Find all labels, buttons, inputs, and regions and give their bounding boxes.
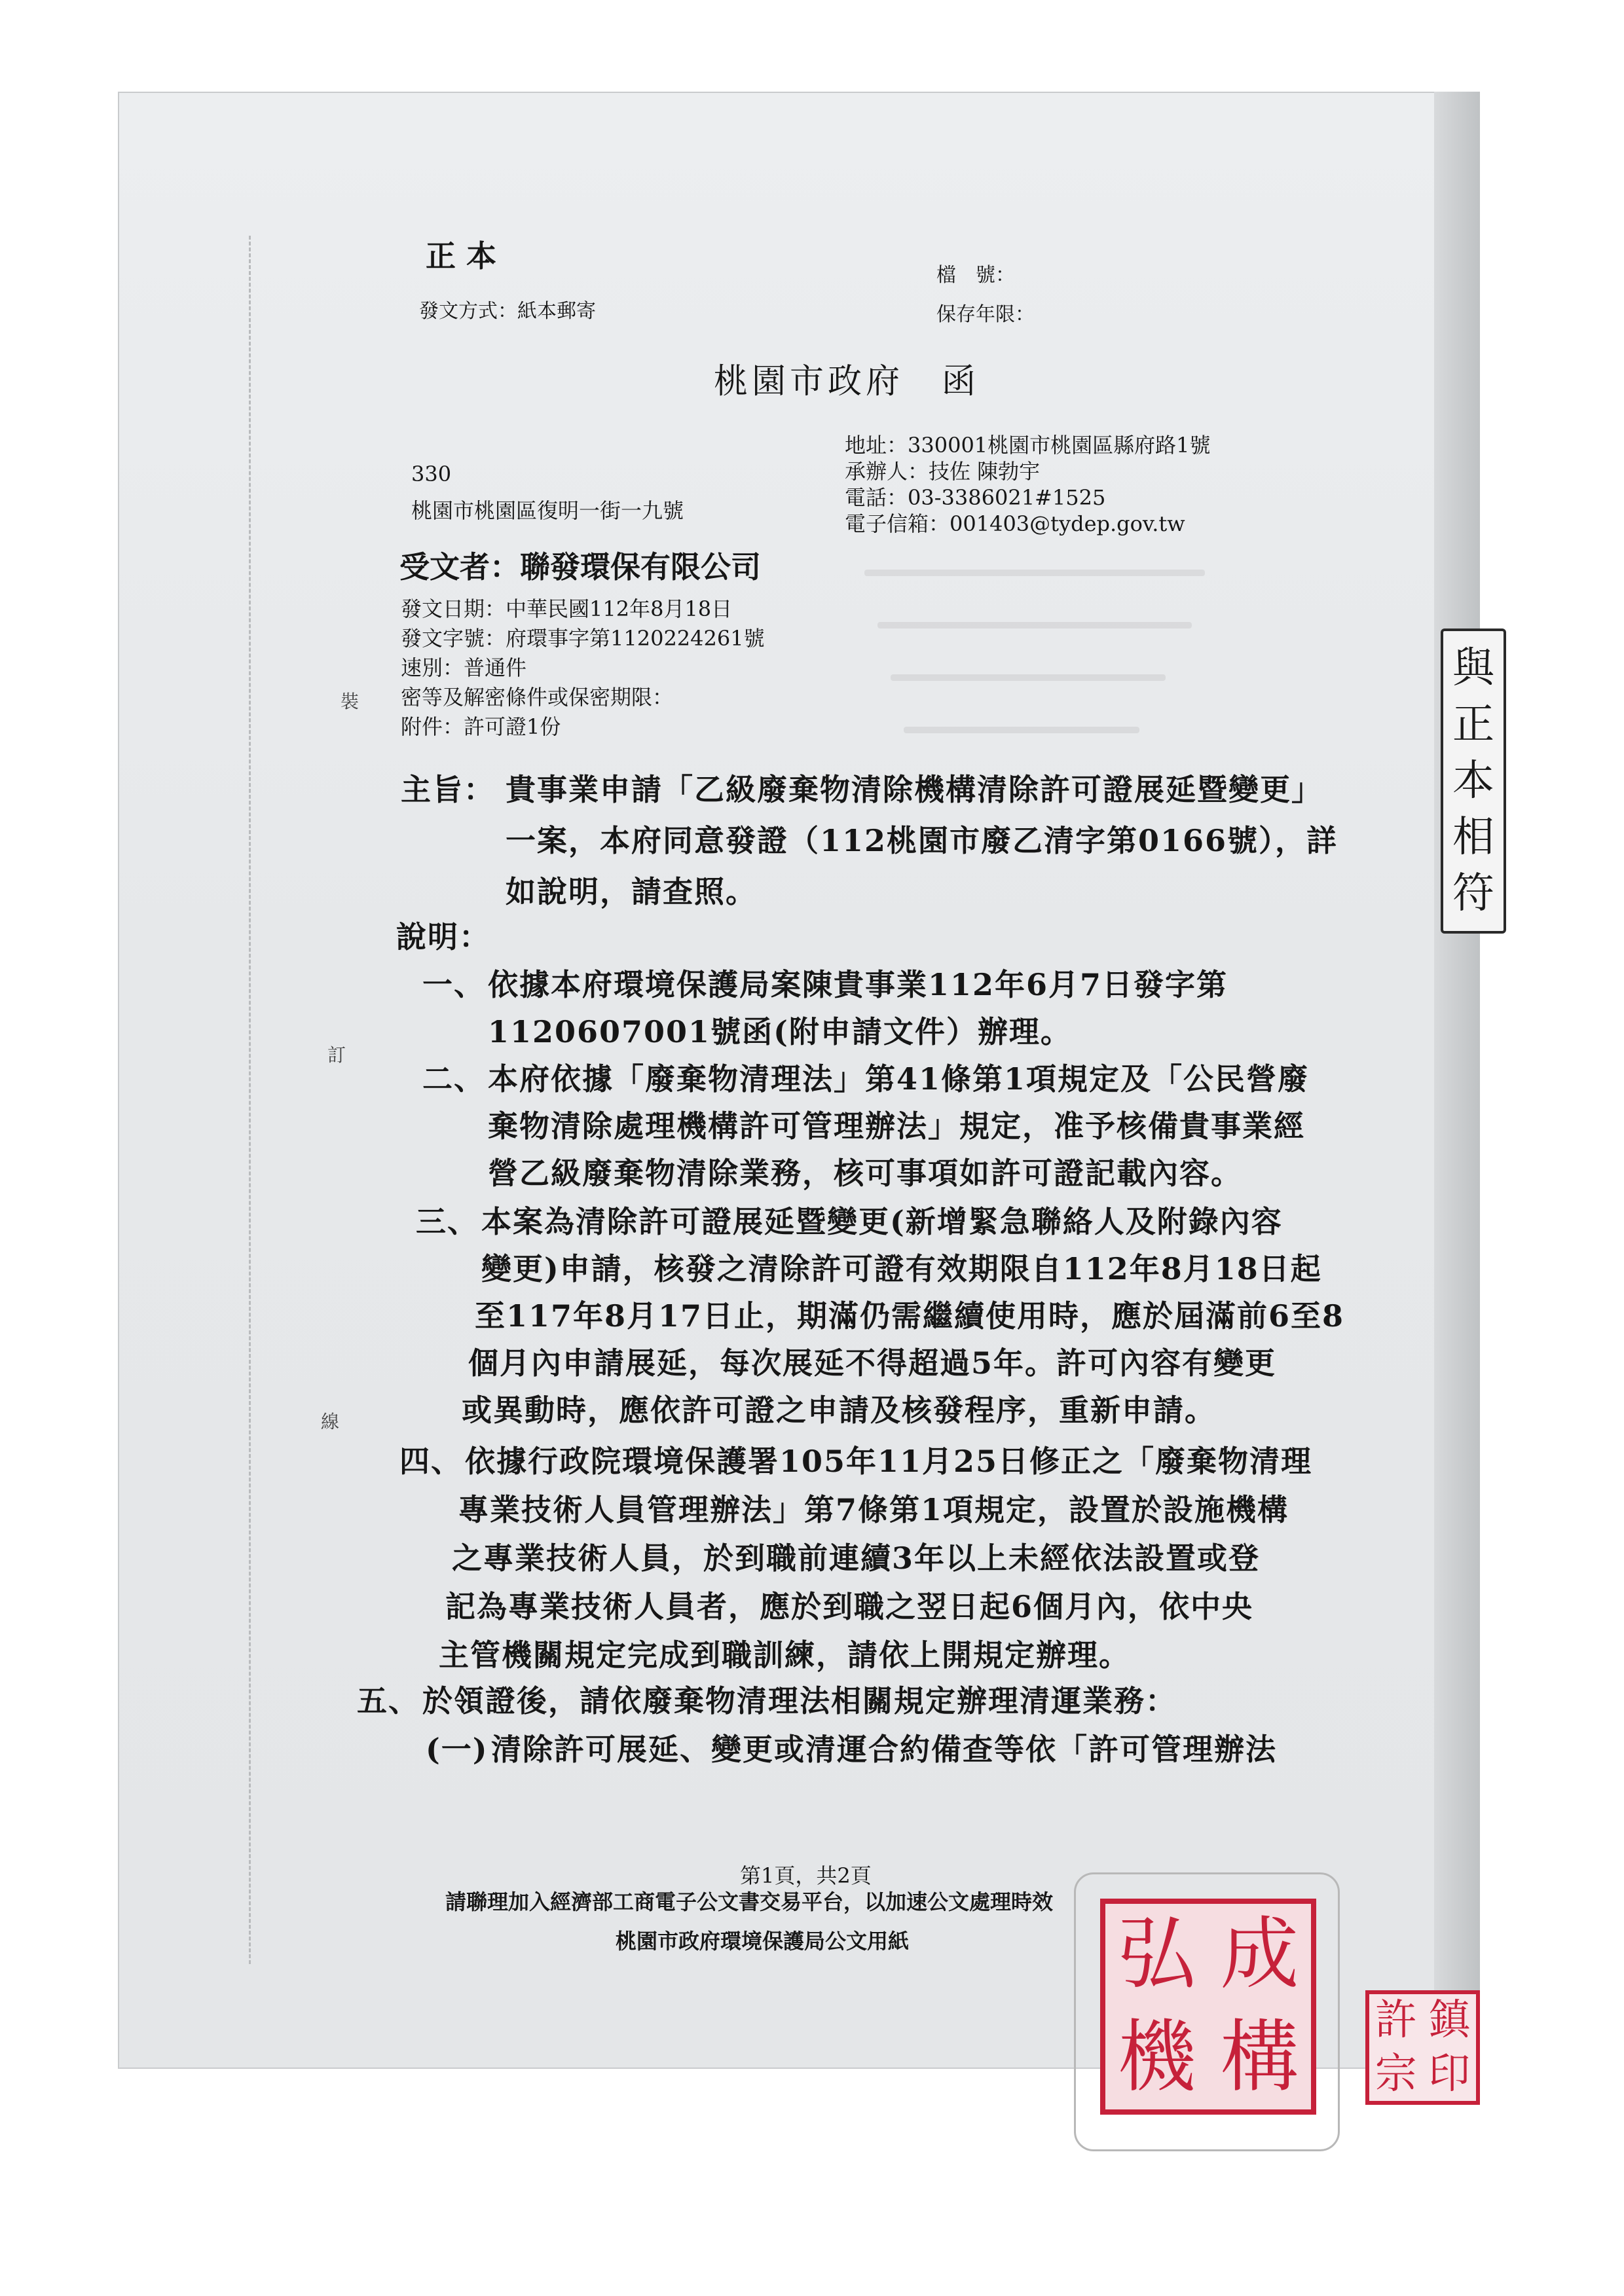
stamp-char: 符 bbox=[1452, 869, 1494, 918]
copy-type: 正 本 bbox=[426, 238, 497, 274]
item-line: 主管機關規定完成到職訓練，請依上開規定辦理。 bbox=[439, 1637, 1130, 1673]
seal-char: 構 bbox=[1220, 2012, 1299, 2103]
retention-label: 保存年限： bbox=[936, 303, 1035, 326]
item-line: 之專業技術人員，於到職前連續3年以上未經依法設置或登 bbox=[452, 1540, 1261, 1576]
bleed-through bbox=[904, 727, 1139, 733]
item-line: 於領證後，請依廢棄物清理法相關規定辦理清運業務： bbox=[422, 1683, 1177, 1719]
recipient: 受文者：聯發環保有限公司 bbox=[399, 549, 761, 585]
document-title: 桃園市政府 函 bbox=[714, 362, 980, 401]
bleed-through bbox=[891, 674, 1166, 681]
item-line: 或異動時，應依許可證之申請及核發程序，重新申請。 bbox=[462, 1393, 1216, 1428]
item-line: 營乙級廢棄物清除業務，核可事項如許可證記載內容。 bbox=[488, 1156, 1242, 1191]
sender-phone: 電話：03-3386021#1525 bbox=[845, 485, 1106, 510]
seal-char: 機 bbox=[1117, 2012, 1196, 2103]
explanation-label: 說明： bbox=[396, 919, 490, 955]
item-number: 三、 bbox=[416, 1204, 479, 1239]
page-number: 第1頁，共2頁 bbox=[740, 1863, 872, 1888]
item-line: 本府依據「廢棄物清理法」第41條第1項規定及「公民營廢 bbox=[488, 1061, 1310, 1097]
doc-number: 發文字號：府環事字第1120224261號 bbox=[401, 626, 765, 651]
item-line: 記為專業技術人員者，應於到職之翌日起6個月內，依中央 bbox=[445, 1589, 1254, 1624]
item-line: 個月內申請展延，每次展延不得超過5年。許可內容有變更 bbox=[468, 1345, 1277, 1381]
bleed-through bbox=[877, 622, 1192, 629]
certified-true-copy-stamp bbox=[1441, 629, 1506, 934]
item-line: 變更)申請，核發之清除許可證有效期限自112年8月18日起 bbox=[481, 1251, 1322, 1286]
seal-char: 成 bbox=[1220, 1909, 1299, 2000]
item-line: 依據本府環境保護局案陳貴事業112年6月7日發字第 bbox=[488, 967, 1228, 1002]
page-edge-shadow bbox=[1434, 92, 1480, 2069]
stamp-char: 正 bbox=[1452, 701, 1494, 749]
bleed-through bbox=[864, 570, 1205, 576]
sender-address: 地址：330001桃園市桃園區縣府路1號 bbox=[845, 433, 1211, 458]
item-line: 依據行政院環境保護署105年11月25日修正之「廢棄物清理 bbox=[465, 1444, 1313, 1479]
item-number: 五、 bbox=[357, 1683, 420, 1719]
stamp-char: 相 bbox=[1452, 813, 1494, 862]
seal-char: 印 bbox=[1428, 2049, 1471, 2098]
recipient-postcode: 330 bbox=[411, 462, 452, 486]
footer-notice: 請聯理加入經濟部工商電子公文書交易平台，以加速公文處理時效 bbox=[445, 1889, 1054, 1914]
item-number: 一、 bbox=[422, 967, 485, 1002]
item-number: 四、 bbox=[399, 1444, 462, 1479]
sub-item-text: 清除許可展延、變更或清運合約備查等依「許可管理辦法 bbox=[491, 1732, 1277, 1767]
personal-seal bbox=[1365, 1990, 1480, 2105]
subject-line: 如說明，請查照。 bbox=[506, 874, 757, 909]
stamp-char: 本 bbox=[1452, 757, 1494, 805]
seal-char: 弘 bbox=[1117, 1909, 1196, 2000]
binding-mark: 裝 bbox=[341, 691, 360, 712]
sender-handler: 承辦人：技佐 陳勃宇 bbox=[845, 459, 1041, 484]
binding-line bbox=[249, 236, 251, 1964]
company-seal bbox=[1100, 1899, 1316, 2115]
send-date: 發文日期：中華民國112年8月18日 bbox=[401, 596, 733, 621]
item-line: 1120607001號函(附申請文件）辦理。 bbox=[488, 1014, 1072, 1049]
sender-email: 電子信箱：001403@tydep.gov.tw bbox=[845, 511, 1185, 536]
attachment: 附件：許可證1份 bbox=[401, 714, 561, 739]
secrecy: 密等及解密條件或保密期限： bbox=[401, 685, 674, 710]
item-line: 至117年8月17日止，期滿仍需繼續使用時，應於屆滿前6至8 bbox=[475, 1298, 1345, 1334]
speed: 速別：普通件 bbox=[401, 655, 527, 680]
seal-char: 許 bbox=[1375, 1996, 1417, 2045]
stamp-char: 與 bbox=[1452, 644, 1494, 693]
item-number: 二、 bbox=[422, 1061, 485, 1097]
recipient-street: 桃園市桃園區復明一街一九號 bbox=[411, 498, 684, 523]
seal-char: 宗 bbox=[1375, 2049, 1417, 2098]
seal-char: 鎮 bbox=[1428, 1996, 1471, 2045]
binding-mark: 線 bbox=[321, 1411, 340, 1432]
binding-mark: 訂 bbox=[327, 1044, 346, 1066]
subject-line: 一案，本府同意發證（112桃園市廢乙清字第0166號），詳 bbox=[506, 823, 1338, 858]
sub-item-number: (一) bbox=[426, 1732, 489, 1767]
item-line: 專業技術人員管理辦法」第7條第1項規定，設置於設施機構 bbox=[458, 1492, 1289, 1527]
footer-paper: 桃園市政府環境保護局公文用紙 bbox=[616, 1929, 910, 1954]
subject-label: 主旨： bbox=[401, 772, 495, 807]
item-line: 棄物清除處理機構許可管理辦法」規定，准予核備貴事業經 bbox=[488, 1108, 1305, 1144]
delivery-method: 發文方式：紙本郵寄 bbox=[419, 300, 596, 323]
item-line: 本案為清除許可證展延暨變更(新增緊急聯絡人及附錄內容 bbox=[481, 1204, 1283, 1239]
subject-line: 貴事業申請「乙級廢棄物清除機構清除許可證展延暨變更」 bbox=[506, 772, 1323, 807]
file-no-label: 檔 號： bbox=[936, 264, 1015, 287]
